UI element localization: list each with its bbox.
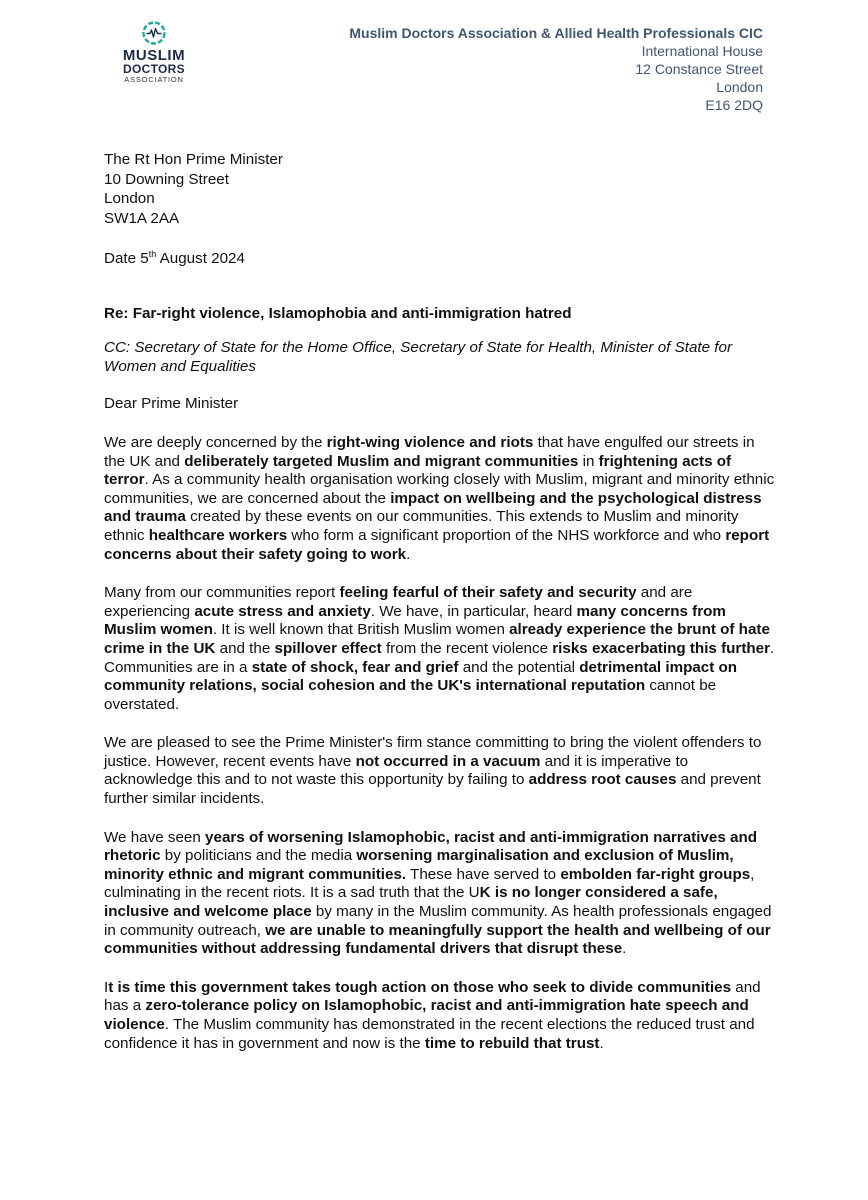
body-text: Many from our communities report <box>104 584 340 602</box>
body-text: . Communities are in a <box>104 639 775 676</box>
sender-block <box>349 24 763 114</box>
body-text: We are deeply concerned by the <box>104 433 327 451</box>
emphasis-text: frightening acts of terror <box>104 452 732 489</box>
body-paragraph <box>104 584 776 714</box>
letter-subject: Re: Far-right violence, Islamophobia and anti-immigration hatred <box>104 304 572 322</box>
emphasis-text: healthcare workers <box>148 526 288 544</box>
letter-date <box>104 250 776 269</box>
emphasis-text: we are unable to meaningfully support the health and wellbeing of our communities without addressing fundamental drivers that disrupt these <box>104 921 771 958</box>
body-text: by politicians and the media <box>160 847 357 865</box>
sender-name: Muslim Doctors Association & Allied Health Professionals CIC <box>349 25 763 41</box>
organisation-logo <box>118 20 190 84</box>
emphasis-text: deliberately targeted Muslim and migrant communities <box>184 452 579 470</box>
salutation: Dear Prime Minister <box>104 395 239 413</box>
body-paragraph <box>104 979 776 1053</box>
emphasis-text: right-wing violence and riots <box>326 433 534 451</box>
body-text: . We have, in particular, heard <box>370 602 577 620</box>
emphasis-text: t is time this government takes tough action on those who seek to divide communities <box>108 978 732 996</box>
body-paragraph <box>104 734 776 808</box>
emphasis-text: not occurred in a vacuum <box>355 752 541 770</box>
body-text: from the recent violence <box>381 639 553 657</box>
body-text: and the <box>215 639 275 657</box>
recipient-address <box>104 150 776 228</box>
emphasis-text: state of shock, fear and grief <box>251 658 459 676</box>
body-text: and are experiencing <box>104 584 693 620</box>
letter-body <box>104 150 776 1053</box>
body-text: . The Muslim community has demonstrated in the recent elections the reduced trust and confidence it has in government and now is the <box>104 1016 755 1052</box>
logo-text-muslim: MUSLIM <box>122 47 186 64</box>
emphasis-text: report concerns about their safety going to work <box>104 526 770 563</box>
sender-address-line: London <box>716 79 763 95</box>
emphasis-text: zero-tolerance policy on Islamophobic, racist and anti-immigration hate speech and violence <box>104 997 749 1033</box>
logo-text-association: ASSOCIATION <box>124 75 184 84</box>
sender-address-line: E16 2DQ <box>705 97 763 113</box>
body-text: . <box>406 545 411 563</box>
body-text: that have engulfed our streets in the UK and <box>104 433 755 470</box>
recipient-address-line: The Rt Hon Prime Minister <box>104 151 283 168</box>
body-text: who form a significant proportion of the NHS workforce and who <box>287 526 726 544</box>
recipient-address-line: SW1A 2AA <box>104 209 180 227</box>
body-paragraph <box>104 434 776 564</box>
body-text: . <box>622 940 627 958</box>
body-text: . As a community health organisation working closely with Muslim, migrant and minority ethnic communities, we are concerned about the <box>104 471 775 507</box>
heartbeat-ring-icon <box>141 20 167 46</box>
recipient-address-line: London <box>104 190 155 207</box>
date-ordinal: th <box>148 248 157 259</box>
body-text: , culminating in the recent riots. It is a sad truth that the U <box>104 865 755 902</box>
body-text: These have served to <box>406 865 561 883</box>
body-text: We are pleased to see the Prime Minister's firm stance committing to bring the violent offenders to justice. However, recent events have <box>104 734 762 770</box>
date-rest: August 2024 <box>156 250 245 267</box>
emphasis-text: K is no longer considered a safe, inclusive and welcome place <box>104 884 718 921</box>
emphasis-text: address root causes <box>528 771 677 789</box>
date-prefix: Date 5 <box>104 250 149 267</box>
emphasis-text: acute stress and anxiety <box>194 602 371 620</box>
emphasis-text: embolden far-right groups <box>560 865 751 883</box>
body-text: We have seen <box>104 828 206 846</box>
letter-paragraphs <box>104 434 776 1053</box>
emphasis-text: impact on wellbeing and the psychological distress and trauma <box>104 489 762 526</box>
body-text: . It is well known that British Muslim women <box>212 621 510 639</box>
body-text: by many in the Muslim community. As health professionals engaged in community outreach, <box>104 903 772 939</box>
recipient-address-line: 10 Downing Street <box>104 170 229 188</box>
cc-line: CC: Secretary of State for the Home Office, Secretary of State for Health, Minister of State for Women and Equalities <box>104 339 733 375</box>
body-text: and prevent further similar incidents. <box>104 771 761 808</box>
emphasis-text: risks exacerbating this further <box>552 639 771 657</box>
emphasis-text: worsening marginalisation and exclusion of Muslim, minority ethnic and migrant communities. <box>104 847 734 883</box>
body-text: . <box>599 1034 604 1052</box>
logo-text-doctors: DOCTORS <box>123 62 185 76</box>
emphasis-text: time to rebuild that trust <box>424 1034 600 1052</box>
body-text: in <box>578 452 599 470</box>
emphasis-text: feeling fearful of their safety and security <box>339 584 637 602</box>
body-text: and it is imperative to acknowledge this and to not waste this opportunity by failing to <box>104 752 689 789</box>
body-text: created by these events on our communities. This extends to Muslim and minority ethnic <box>104 508 739 544</box>
body-text: cannot be overstated. <box>104 677 717 713</box>
sender-address-line: 12 Constance Street <box>635 61 763 77</box>
body-paragraph <box>104 829 776 959</box>
body-text: and the potential <box>458 658 580 676</box>
emphasis-text: many concerns from Muslim women <box>104 602 726 639</box>
body-text: I <box>104 978 109 996</box>
sender-address-line: International House <box>641 43 763 59</box>
emphasis-text: already experience the brunt of hate crime in the UK <box>104 621 770 657</box>
emphasis-text: spillover effect <box>274 639 382 657</box>
emphasis-text: detrimental impact on community relations, social cohesion and the UK's international reputation <box>104 658 738 695</box>
emphasis-text: years of worsening Islamophobic, racist and anti-immigration narratives and rhetoric <box>104 828 757 865</box>
body-text: and has a <box>104 978 761 1015</box>
